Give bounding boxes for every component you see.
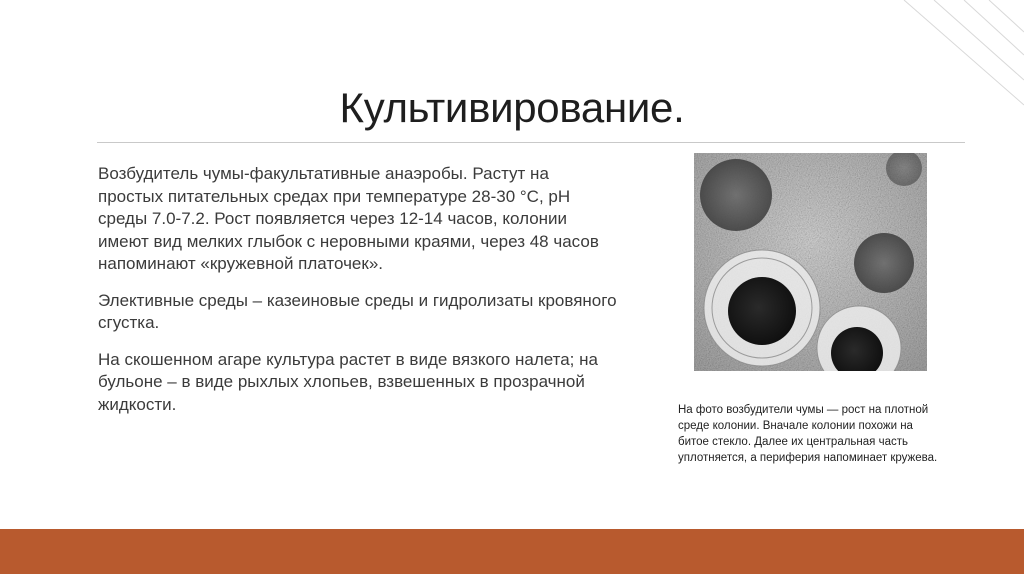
slide-title: Культивирование. — [339, 84, 685, 131]
colony-photo — [694, 153, 927, 371]
paragraph-growth: Возбудитель чумы-факультативные анаэробы. Растут на простых питательных средах при температуре 28-30 °С, pH среды 7.0-7.2. Рост появляется через 12-14 часов, колонии имеют вид мелких глыбок с неровными краями, через 48 часов напоминают «кружевной платочек». — [98, 164, 599, 273]
photo-caption — [678, 402, 998, 466]
caption-line: уплотняется, а периферия напоминает кружева. — [678, 452, 938, 464]
accent-footer-bar — [0, 529, 1024, 574]
paragraph-elective-media: Элективные среды – казеиновые среды и гидролизаты кровяного сгустка. — [98, 290, 617, 332]
body-text — [98, 163, 618, 430]
title-divider — [97, 142, 965, 143]
paragraph-agar-broth: На скошенном агаре культура растет в виде вязкого налета; на бульоне – в виде рыхлых хлопьев, взвешенных в прозрачной жидкости. — [98, 349, 598, 414]
caption-line: битое стекло. Далее их центральная часть — [678, 436, 908, 448]
caption-line: На фото возбудители чумы — рост на плотной — [678, 404, 929, 416]
caption-line: среде колонии. Вначале колонии похожи на — [678, 420, 913, 432]
